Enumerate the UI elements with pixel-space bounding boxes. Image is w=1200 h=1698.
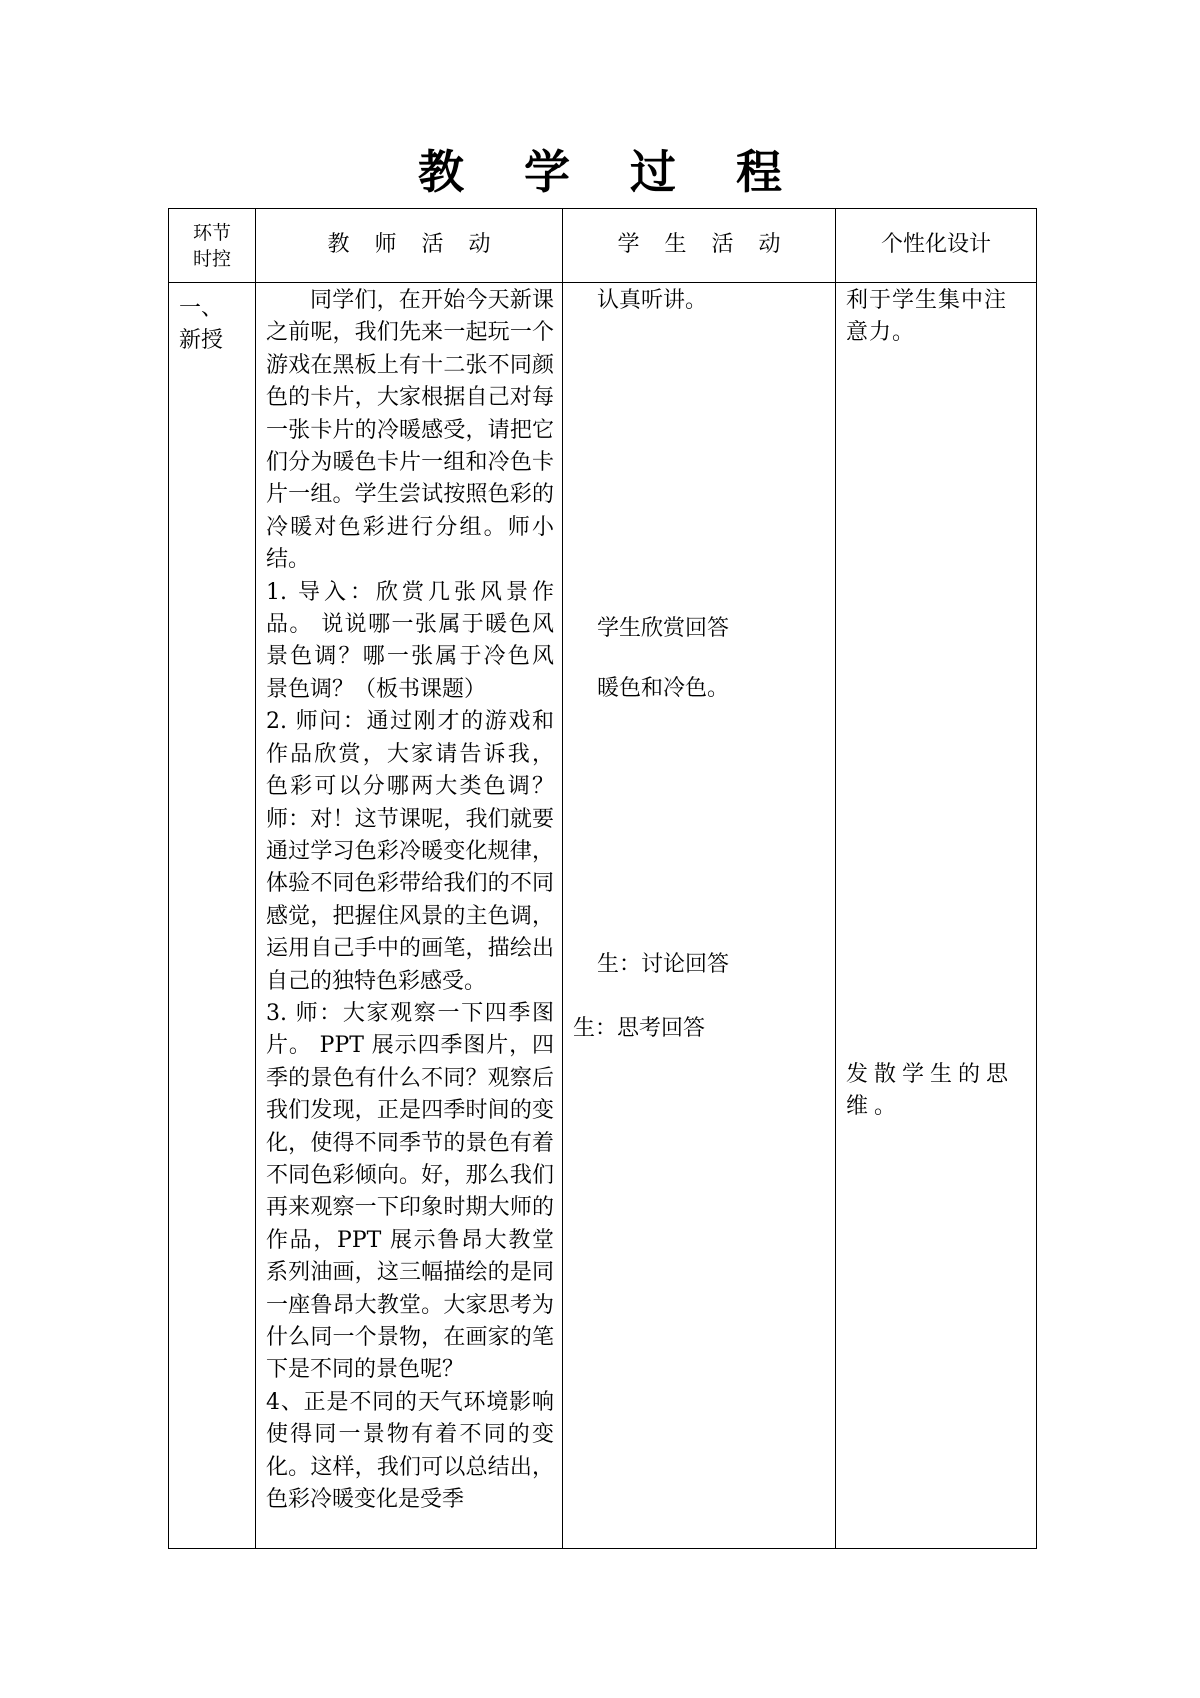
teacher-paragraph: 1. 导入：欣赏几张风景作品。 说说哪一张属于暖色风景色调？哪一张属于冷色风 景色调？（板书课题） [266,579,554,702]
teaching-process-table [168,208,1037,1549]
header-student-activity: 学 生 活 动 [563,209,836,283]
section-number: 一、 [179,296,224,321]
teacher-paragraph: 同学们，在开始今天新课之前呢，我们先来一起玩一个游戏在黑板上有十二张不同颜色的卡片，大家根据自己对每一张卡片的冷暖感受，请把它们分为暖色卡片一组和冷色卡片一组。学生尝试按照色彩的冷暖对色彩进行分组。师小结。 [266,288,554,573]
student-note: 学生欣赏回答 [597,616,730,641]
student-note: 生：讨论回答 [597,952,730,977]
personalized-design-cell [836,283,1037,1549]
teacher-paragraph: 2. 师问：通过刚才的游戏和作品欣赏，大家请告诉我， 色彩可以分哪两大类色调？ 师：对！这节课呢，我们就要通过学习色彩冷暖变化规律，体验不同色彩带给我们的不同感觉，把握住风景的主色调，运用自己手中的画笔，描绘出自己的独特色彩感受。 [266,709,554,994]
student-note: 暖色和冷色。 [597,676,730,701]
teacher-paragraph: 4、正是不同的天气环境影响使得同一景物有着不同的变化。这样，我们可以总结出，色彩冷暖变化是受季 [266,1389,554,1513]
teacher-activity-cell [256,283,563,1549]
teacher-paragraph: 3. 师：大家观察一下四季图片。 PPT 展示四季图片，四季的景色有什么不同？观察后我们发现，正是四季时间的变化，使得不同季节的景色有着不同色彩倾向。好，那么我们再来观察一下印象时期大师的作品，PPT 展示鲁昂大教堂系列油画，这三幅描绘的是同一座鲁昂大教堂。大家思考为什么同一个景物，在画家的笔下是不同的景色呢？ [266,1000,554,1383]
design-note: 利于学生集中注意力。 [846,288,1008,346]
header-personalized-design: 个性化设计 [836,209,1037,283]
header-time-label: 时控 [192,247,231,270]
design-note: 发散学生的思维。 [846,1062,1015,1120]
section-name: 新授 [179,328,224,354]
table-row [169,283,1037,1549]
section-cell [169,283,256,1549]
page-title: 教 学 过 程 [417,145,805,199]
student-activity-cell [563,283,836,1549]
header-stage-time [169,209,256,283]
student-note: 生：思考回答 [573,1016,706,1041]
header-teacher-activity: 教 师 活 动 [256,209,563,283]
student-note: 认真听讲。 [597,288,708,313]
table-header-row [169,209,1037,283]
header-stage-label: 环节 [192,221,231,244]
